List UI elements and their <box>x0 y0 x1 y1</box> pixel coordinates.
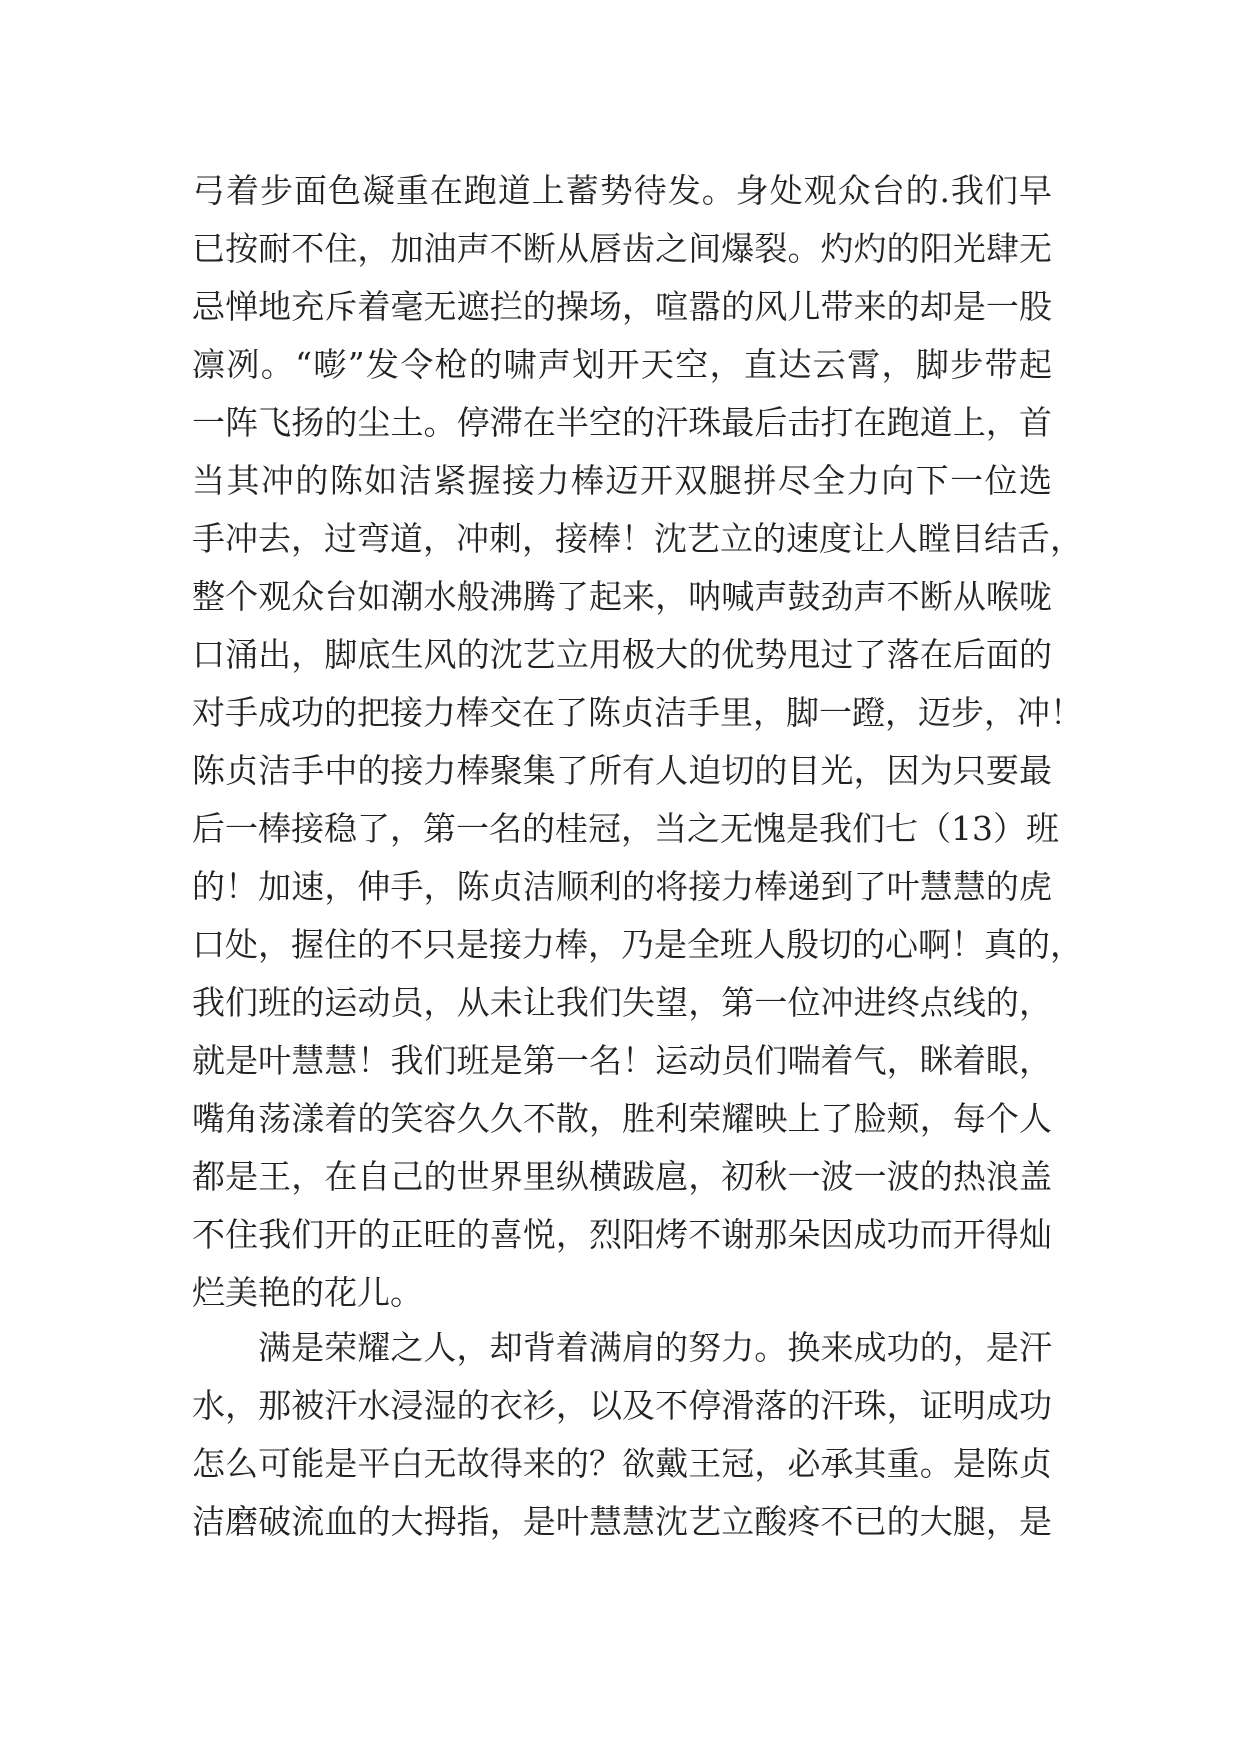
text-line: 整个观众台如潮水般沸腾了起来，呐喊声鼓劲声不断从喉咙 <box>192 577 1052 616</box>
text-line: 都是王，在自己的世界里纵横跋扈，初秋一波一波的热浪盖 <box>192 1157 1052 1196</box>
text-line: 忌惮地充斥着毫无遮拦的操场，喧嚣的风儿带来的却是一股 <box>192 287 1052 326</box>
text-line: 后一棒接稳了，第一名的桂冠，当之无愧是我们七（13）班 <box>192 809 1059 848</box>
paragraph-1 <box>192 162 1083 1322</box>
text-line: 弓着步面色凝重在跑道上蓄势待发。身处观众台的.我们早 <box>192 171 1052 210</box>
text-line: 手冲去，过弯道，冲刺，接棒！沈艺立的速度让人瞠目结舌， <box>192 519 1083 558</box>
text-line: 我们班的运动员，从未让我们失望，第一位冲进终点线的， <box>192 983 1052 1022</box>
text-line: 洁磨破流血的大拇指，是叶慧慧沈艺立酸疼不已的大腿，是 <box>192 1502 1052 1541</box>
text-line: 口涌出，脚底生风的沈艺立用极大的优势甩过了落在后面的 <box>192 635 1052 674</box>
text-line: 一阵飞扬的尘土。停滞在半空的汗珠最后击打在跑道上，首 <box>192 403 1052 442</box>
text-line: 水，那被汗水浸湿的衣衫，以及不停滑落的汗珠，证明成功 <box>192 1386 1052 1425</box>
text-line: 就是叶慧慧！我们班是第一名！运动员们喘着气，眯着眼， <box>192 1041 1052 1080</box>
text-line: 怎么可能是平白无故得来的？欲戴王冠，必承其重。是陈贞 <box>192 1444 1052 1483</box>
text-line: 已按耐不住，加油声不断从唇齿之间爆裂。灼灼的阳光肆无 <box>192 229 1052 268</box>
text-line: 口处，握住的不只是接力棒，乃是全班人殷切的心啊！真的， <box>192 925 1083 964</box>
text-line: 烂美艳的花儿。 <box>192 1273 423 1312</box>
text-line: 对手成功的把接力棒交在了陈贞洁手里，脚一蹬，迈步，冲！ <box>192 693 1083 732</box>
text-line: 陈贞洁手中的接力棒聚集了所有人迫切的目光，因为只要最 <box>192 751 1052 790</box>
paragraph-2 <box>192 1319 1052 1551</box>
text-line: 当其冲的陈如洁紧握接力棒迈开双腿拼尽全力向下一位选 <box>192 461 1052 500</box>
text-line: 满是荣耀之人，却背着满肩的努力。换来成功的，是汗 <box>258 1328 1052 1367</box>
text-line: 不住我们开的正旺的喜悦，烈阳烤不谢那朵因成功而开得灿 <box>192 1215 1052 1254</box>
text-line: 凛冽。“嘭”发令枪的啸声划开天空，直达云霄，脚步带起 <box>192 345 1052 384</box>
text-line: 嘴角荡漾着的笑容久久不散，胜利荣耀映上了脸颊，每个人 <box>192 1099 1052 1138</box>
text-line: 的！加速，伸手，陈贞洁顺利的将接力棒递到了叶慧慧的虎 <box>192 867 1052 906</box>
